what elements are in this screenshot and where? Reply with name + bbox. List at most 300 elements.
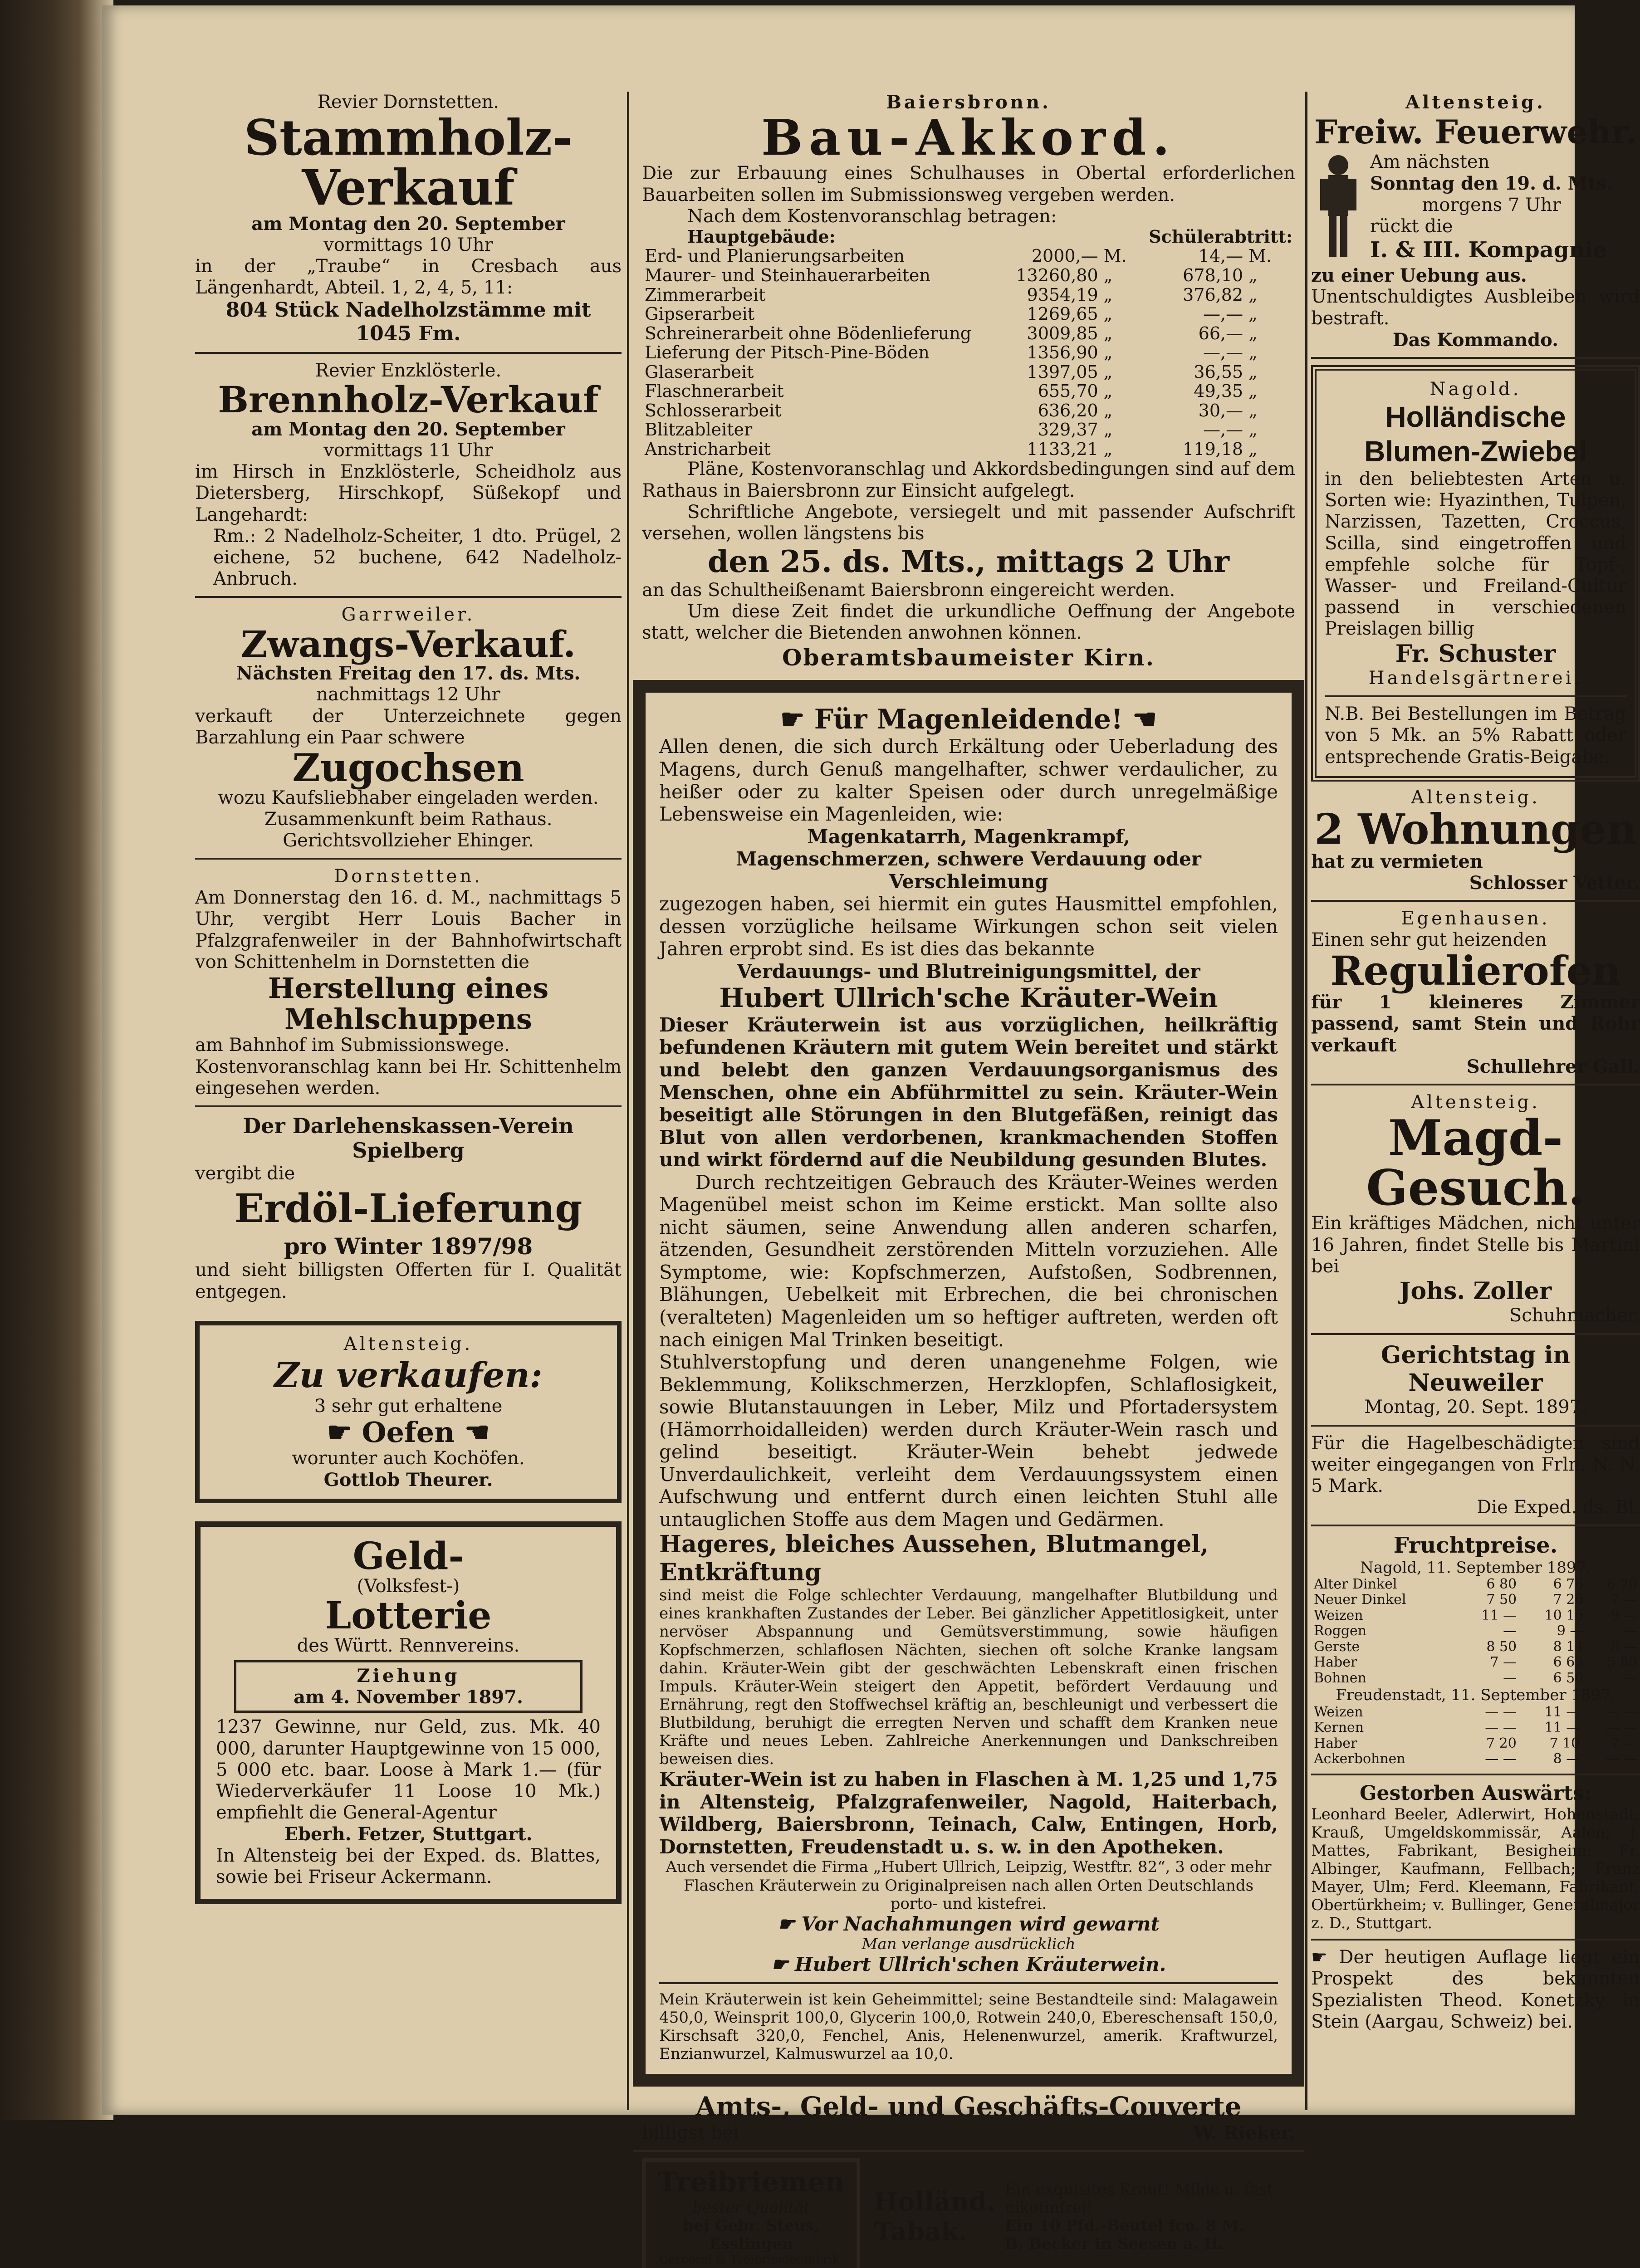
ad-title: Zu verkaufen: <box>274 1354 543 1395</box>
ad-title: Holländische Blumen-Zwiebel <box>1364 401 1587 468</box>
column-middle <box>633 92 1304 2268</box>
price-cell: 8 14 <box>1553 1638 1584 1655</box>
ad-line: sind meist die Folge schlechter Verdauung, mangelhafter Blutbildung und eines krankhaften Zustandes der Leber. Bei gänzlicher Appetitlosigkeit, unter nervöser Abspannung und Gemütsverstimmung, sowie häufigen Kopfschmerzen, schlaflosen Nächten, siechen oft solche Kranke langsam dahin. Kräuter-Wein gibt der geschwächten Lebenskraft einen frischen Impuls. Kräuter-Wein steigert den Appetit, befördert Verdauung und Ernährung, regt den Stoffwechsel kräftig an, beschleunigt und verbessert die Blutbildung, beruhigt die erregten Nerven und schafft dem Kranken neue Kräfte und neues Leben. Zahlreiche Anerkennungen und Dankschreiben beweisen dies. <box>659 1586 1278 1769</box>
price-cell: 10 16 <box>1544 1607 1584 1623</box>
ad-line: Nächsten Freitag den 17. ds. Mts. <box>236 663 581 684</box>
ad-title: 2 Wohnungen <box>1314 804 1637 854</box>
ad-line: Handelsgärtnerei. <box>1368 667 1583 689</box>
unit: „ <box>1248 400 1258 420</box>
divider <box>1311 1333 1640 1335</box>
amount-main: 1269,65 <box>1027 304 1098 324</box>
ad-line: Unentschuldigtes Ausbleiben wird bestraft. <box>1311 286 1640 329</box>
ad-title: Geld- <box>352 1535 464 1579</box>
fruchtpreise <box>1311 1533 1640 1767</box>
ad-tabak <box>874 2158 1295 2268</box>
ad-line: vormittags 11 Uhr <box>323 440 493 461</box>
pointing-hand-icon: ☛ <box>780 703 814 735</box>
ad-line: Ein kräftiges Mädchen, nicht unter 16 Jahren, findet Stelle bis Martini bei <box>1311 1213 1640 1277</box>
ad-line: nachmittags 12 Uhr <box>316 684 500 705</box>
item-name: Glaserarbeit <box>645 362 754 382</box>
amount-main: 329,37 <box>1038 420 1098 440</box>
price-cell: 7 — <box>1490 1654 1517 1671</box>
ad-line: Stuhlverstopfung und deren unangenehme Folgen, wie Beklemmung, Kolikschmerzen, Herzklopfen, Schlaflosigkeit, sowie Blutanstauungen in Leber, Milz und Pfortadersystem (Hämorrhoidalleiden) werden durch Kräuter-Wein rasch und gelind beseitigt. Kräuter-Wein behebt jedwede Unverdaulichkeit, verleiht dem Verdauungssystem einen Aufschwung und entfernt durch einen leichten Stuhl alle untauglichen Stoffe aus dem Magen und Gedärmen. <box>659 1351 1278 1530</box>
ad-line: Ein 10 Pfd.-Beutel fco. 8 M. <box>1004 2216 1244 2235</box>
amount-main: 2000,— <box>1031 246 1098 266</box>
price-cell: 9 — <box>1557 1623 1584 1639</box>
grain-name: Alter Dinkel <box>1314 1576 1397 1592</box>
ad-location: Altensteig. <box>343 1333 473 1354</box>
table-row <box>1311 1639 1640 1655</box>
ad-footnote: Mein Kräuterwein ist kein Geheimmittel; seine Bestandteile sind: Malagawein 450,0, Weinsprit 100,0, Glycerin 100,0, Rotwein 240,0, Ebereschensaft 150,0, Kirschsaft 320,0, Fenchel, Anis, Helenenwurzel, amerik. Kraftwurzel, Enzianwurzel, Kalmuswurzel aa 10,0. <box>659 1990 1278 2063</box>
ad-line: Sonntag den 19. d. Mts. <box>1370 173 1613 195</box>
grain-name: Haber <box>1314 1654 1357 1671</box>
column-rule <box>1305 92 1307 2110</box>
ad-signature: Fr. Schuster <box>1395 640 1556 668</box>
column-rule <box>627 92 629 2110</box>
ad-zwangsverkauf <box>195 604 622 851</box>
newspaper-page <box>102 5 1640 2267</box>
section-subtitle: Nagold, 11. September 1897. <box>1360 1558 1591 1577</box>
ad-line: Pläne, Kostenvoranschlag und Akkordsbedingungen sind auf dem Rathaus in Baiersbronn zur Einsicht aufgelegt. <box>642 459 1295 501</box>
ad-line: Am Donnerstag den 16. d. M., nachmittags 5 Uhr, vergibt Herr Louis Bacher in Pfalzgrafenweiler in der Bahnhofwirtschaft von Schittenhelm in Dornstetten die <box>195 887 622 973</box>
divider <box>1311 1525 1640 1526</box>
price-cell: — — <box>1485 1751 1517 1767</box>
warning-text: Hubert Ullrich'schen Kräuterwein. <box>794 1953 1166 1976</box>
ad-title: Bau-Akkord. <box>761 109 1176 167</box>
ad-title: Amts-, Geld- und Geschäfts-Couverte <box>695 2091 1242 2122</box>
ad-line: Nach dem Kostenvoranschlag betragen: <box>687 205 1057 227</box>
ad-headline: Hageres, bleiches Aussehen, Blutmangel, Entkräftung <box>659 1530 1209 1586</box>
divider <box>1325 695 1626 697</box>
unit: „ <box>1248 304 1258 324</box>
ad-brennholz <box>195 360 622 590</box>
price-cell: — <box>1624 1670 1637 1686</box>
ad-title: Lotterie <box>325 1594 492 1638</box>
ad-location: Nagold. <box>1429 378 1522 400</box>
amount-main: 1356,90 <box>1027 342 1098 363</box>
ad-line: pro Winter 1897/98 <box>284 1233 533 1260</box>
unit: „ <box>1103 420 1113 440</box>
ad-location: Egenhausen. <box>1401 908 1550 929</box>
amount-main: 1133,21 <box>1027 439 1098 459</box>
price-cell: 6 76 <box>1553 1576 1584 1592</box>
ad-stammholz <box>195 92 622 346</box>
ad-line: (Volksfest-) <box>357 1576 460 1597</box>
item-name: Blitzableiter <box>645 420 753 440</box>
ad-line: rückt die <box>1370 215 1453 237</box>
ad-location: Garrweiler. <box>341 604 475 626</box>
table-row <box>1311 1608 1640 1624</box>
ziehung-box <box>234 1660 583 1713</box>
price-cell: 7 — <box>1611 1735 1637 1751</box>
price-table-freudenstadt <box>1311 1705 1640 1767</box>
ad-title: Der Darlehenskassen-Verein <box>243 1113 574 1138</box>
ad-title: Freiw. Feuerwehr. <box>1314 112 1637 152</box>
ad-magd-gesuch <box>1311 1092 1640 1327</box>
column-header: Schülerabtritt: <box>1149 226 1292 247</box>
notice-gerichtstag <box>1311 1341 1640 1418</box>
ad-treibriemen <box>642 2158 860 2268</box>
table-row <box>642 304 1295 324</box>
unit: „ <box>1103 304 1113 324</box>
price-cell: 6 50 <box>1553 1670 1584 1686</box>
ad-title: Treibriemen <box>657 2166 845 2199</box>
table-row <box>1311 1671 1640 1686</box>
price-cell: — <box>1503 1623 1517 1639</box>
ad-line: hat zu vermieten <box>1311 850 1483 872</box>
unit: „ <box>1103 381 1113 401</box>
ad-signature: W. Rieker. <box>1193 2122 1295 2144</box>
ad-line: am Montag den 20. September <box>251 213 565 235</box>
item-name: Zimmerarbeit <box>645 284 766 305</box>
item-name: Schlosserarbeit <box>645 400 782 420</box>
ad-line: Ein exquisites Kraut! Milde u. fast nikotinfrei! <box>1004 2180 1273 2217</box>
ad-line: im Hirsch in Enzklösterle, Scheidholz aus Dietersberg, Hirschkopf, Süßekopf und Langehardt: <box>195 461 622 525</box>
grain-name: Kernen <box>1314 1720 1364 1736</box>
unit: „ <box>1248 420 1258 440</box>
ad-line: Schuhmacher. <box>1509 1305 1640 1326</box>
table-row <box>1311 1623 1640 1639</box>
ad-regulierofen <box>1311 908 1640 1077</box>
table-row <box>1311 1751 1640 1767</box>
ad-line: am Montag den 20. September <box>251 418 565 440</box>
ad-headline: Oefen <box>362 1415 455 1449</box>
amount-secondary: 30,— <box>1198 400 1243 420</box>
table-row <box>1311 1592 1640 1608</box>
ad-lotterie <box>195 1521 622 1904</box>
grain-name: Weizen <box>1314 1704 1363 1720</box>
amount-main: 655,70 <box>1038 381 1098 401</box>
ad-location: Altensteig. <box>1411 787 1540 808</box>
ad-line: billigst bei <box>642 2122 739 2143</box>
ad-line: Allen denen, die sich durch Erkältung oder Ueberladung des Magens, durch Genuß mangelhafter, schwer verdaulicher, zu heißer oder zu kalter Speisen oder durch unregelmäßige Lebensweise ein Magenleiden, wie: <box>659 735 1278 826</box>
unit: „ <box>1248 362 1258 382</box>
ad-mehlschuppen <box>195 866 622 1099</box>
ad-title: Holländ. <box>874 2186 996 2217</box>
price-table-nagold <box>1311 1577 1640 1686</box>
price-cell: 7 50 <box>1486 1592 1517 1608</box>
amount-main: 9354,19 <box>1027 284 1098 305</box>
ad-line: N.B. Bei Bestellungen im Betrag von 5 Mk. an 5% Rabatt oder entsprechende Gratis-Beigabe. <box>1325 704 1626 767</box>
ad-line: Magenschmerzen, schwere Verdauung oder Verschleimung <box>736 848 1201 893</box>
ad-feuerwehr <box>1311 92 1640 351</box>
price-cell: 8 — <box>1553 1751 1580 1767</box>
ad-signature: B. Becker in Seesen a. H. <box>1004 2235 1224 2253</box>
ad-line: Man verlange ausdrücklich <box>862 1935 1076 1954</box>
column-right <box>1311 92 1640 2033</box>
price-cell: 7 — <box>1611 1592 1637 1608</box>
table-row <box>642 420 1295 440</box>
ad-location: Revier Enzklösterle. <box>315 360 502 381</box>
ad-title: Zwangs-Verkauf. <box>240 622 576 665</box>
ad-headline: den 25. ds. Mts., mittags 2 Uhr <box>708 544 1229 580</box>
price-cell: — — <box>1606 1751 1637 1767</box>
notice-line: Leonhard Beeler, Adlerwirt, Hohenstadt; Krauß, Umgeldskommissär, Aalen; J. Mattes, Fabrikant, Besigheim; Fr. Albinger, Kaufmann, Fellbach; Franz Mayer, Ulm; Ferd. Kleemann, Fabrikant, Obertürkheim; v. Bullinger, Generalmajor z. D., Stuttgart. <box>1311 1805 1640 1933</box>
grain-name: Haber <box>1314 1735 1357 1751</box>
grain-name: Gerste <box>1314 1638 1360 1655</box>
ad-line: 3 sehr gut erhaltene <box>314 1395 503 1417</box>
ad-signature: Schlosser Vetter. <box>1469 872 1640 894</box>
table-row <box>1311 1655 1640 1671</box>
price-cell: — — <box>1485 1704 1517 1720</box>
divider <box>195 352 622 354</box>
amount-secondary: 678,10 <box>1183 265 1243 285</box>
ad-title: Brennholz-Verkauf <box>218 378 599 421</box>
amount-secondary: —,— <box>1203 420 1243 440</box>
pointing-hand-icon: ☛ <box>1311 1947 1339 1968</box>
unit: „ <box>1103 265 1113 285</box>
ad-signature: Eberh. Fetzer, Stuttgart. <box>284 1823 533 1845</box>
ad-line: bester Qualität <box>692 2198 810 2217</box>
price-cell: — <box>1624 1623 1637 1639</box>
cost-table <box>642 227 1295 459</box>
section-subtitle: Freudenstadt, 11. September 1897. <box>1336 1686 1616 1705</box>
ad-erdoel <box>195 1114 622 1303</box>
ad-headline: Zugochsen <box>292 745 524 790</box>
unit: „ <box>1248 284 1258 305</box>
table-row <box>1311 1720 1640 1736</box>
ad-line: worunter auch Kochöfen. <box>292 1448 525 1469</box>
amount-main: 13260,80 <box>1016 265 1098 285</box>
pointing-hand-icon: ☛ <box>778 1912 802 1935</box>
ad-title-row <box>659 704 1278 736</box>
price-cell: 7 10 <box>1549 1735 1580 1751</box>
amount-secondary: 14,— <box>1198 246 1243 266</box>
ad-line: am Bahnhof im Submissionswege. <box>195 1035 510 1056</box>
ad-line: und sieht billigsten Offerten für I. Qualität entgegen. <box>195 1260 622 1302</box>
ad-headline: Herstellung eines Mehlschuppens <box>268 972 549 1036</box>
bottom-ads-row <box>633 2158 1304 2268</box>
pointing-hand-icon: ☛ <box>771 1953 795 1976</box>
ad-line: morgens 7 Uhr <box>1422 194 1561 215</box>
price-cell: — — <box>1485 1720 1517 1736</box>
unit: M. <box>1103 246 1127 266</box>
divider <box>195 858 622 860</box>
ad-line: am 4. November 1897. <box>294 1686 523 1708</box>
divider <box>1311 357 1640 359</box>
pointing-hand-icon: ☛ <box>327 1415 362 1449</box>
ad-bau-akkord <box>633 92 1304 671</box>
notice-title: Gerichtstag in Neuweiler <box>1381 1341 1571 1397</box>
price-cell: 5 80 <box>1607 1654 1637 1671</box>
unit: „ <box>1103 323 1113 343</box>
unit: „ <box>1248 342 1258 363</box>
notice-beilage <box>1311 1947 1640 2033</box>
price-cell: — — <box>1606 1720 1637 1736</box>
grain-name: Bohnen <box>1314 1670 1366 1686</box>
ad-line: 804 Stück Nadelholzstämme mit 1045 Fm. <box>225 298 591 346</box>
table-row <box>642 381 1295 401</box>
ad-line: Einen sehr gut heizenden <box>1311 929 1547 951</box>
grain-name: Weizen <box>1314 1607 1363 1623</box>
unit: „ <box>1248 265 1258 285</box>
column-header: Hauptgebäude: <box>687 226 836 247</box>
divider <box>1311 1774 1640 1775</box>
ad-line: Dieser Kräuterwein ist aus vorzüglichen, heilkräftig befundenen Kräutern mit gutem Wein bereitet und stärkt und belebt den ganzen Verdauungsorganismus des Menschen, ohne ein Abführmittel zu sein. Kräuter-Wein beseitigt alle Störungen in den Blutgefäßen, reinigt das Blut von allen verdorbenen, krankmachenden Stoffen und wirkt fördernd auf die Neubildung gesunden Blutes. <box>659 1013 1278 1171</box>
warning-text: Vor Nachahmungen wird gewarnt <box>801 1912 1160 1935</box>
price-cell: 8 — <box>1611 1638 1637 1655</box>
pointing-hand-icon: ☚ <box>455 1415 490 1449</box>
divider <box>1311 900 1640 902</box>
unit: „ <box>1103 342 1113 363</box>
ad-line: verkauft der Unterzeichnete gegen Barzahlung ein Paar schwere <box>195 705 622 748</box>
ad-signature: Gerichtsvollzieher Ehinger. <box>283 830 534 851</box>
table-row <box>642 285 1295 305</box>
item-name: Lieferung der Pitsch-Pine-Böden <box>645 342 930 363</box>
ad-title: Verkauf <box>302 159 515 217</box>
ad-kraeuterwein <box>633 680 1304 2087</box>
ad-line: Kräuter-Wein ist zu haben in Flaschen à M. 1,25 und 1,75 in Altensteig, Pfalzgrafenweiler, Nagold, Haiterbach, Wildberg, Baiersbronn, Teinach, Calw, Entingen, Horb, Dornstetten, Freudenstadt u. s. w. in den Apotheken. <box>659 1768 1278 1858</box>
table-row <box>642 246 1295 266</box>
ad-title: Für Magenleidende! <box>814 703 1123 735</box>
ad-signature: Johs. Zoller <box>1399 1277 1552 1305</box>
ad-line: Verdauungs- und Blutreinigungsmittel, der <box>737 960 1200 982</box>
table-row <box>1311 1577 1640 1593</box>
price-cell: 7 20 <box>1486 1735 1517 1751</box>
price-cell: 9 — <box>1611 1607 1637 1623</box>
amount-main: 3009,85 <box>1027 323 1098 343</box>
price-cell: 7 26 <box>1553 1592 1584 1608</box>
table-row <box>642 343 1295 362</box>
amount-secondary: 119,18 <box>1183 439 1243 459</box>
divider <box>195 1105 622 1107</box>
item-name: Gipserarbeit <box>645 304 755 324</box>
ad-headline: Erdöl-Lieferung <box>234 1185 583 1232</box>
warning-row <box>659 1953 1278 1976</box>
unit: „ <box>1103 284 1113 305</box>
unit: „ <box>1248 323 1258 343</box>
amount-secondary: 376,82 <box>1183 284 1243 305</box>
ad-line: des Württ. Rennvereins. <box>297 1635 520 1656</box>
book-binding-edge <box>0 0 113 2120</box>
divider <box>1311 1084 1640 1085</box>
ad-headline: Hubert Ullrich'sche Kräuter-Wein <box>719 982 1218 1014</box>
grain-name: Ackerbohnen <box>1314 1751 1405 1767</box>
table-row <box>642 401 1295 420</box>
notice-signature: Die Exped. ds. Bl. <box>1477 1497 1640 1518</box>
ad-couverte <box>633 2087 1304 2144</box>
section-title: Gestorben Auswärts: <box>1359 1781 1592 1805</box>
section-title: Fruchtpreise. <box>1393 1533 1558 1559</box>
notice-line: Montag, 20. Sept. 1897. <box>1364 1397 1587 1418</box>
grain-name: Roggen <box>1314 1623 1367 1639</box>
ad-signature: Schullehrer Gall. <box>1466 1056 1640 1077</box>
divider <box>195 596 622 598</box>
grain-name: Neuer Dinkel <box>1314 1592 1406 1608</box>
ad-signature: Oberamtsbaumeister Kirn. <box>782 644 1155 671</box>
ad-line: Ziehung <box>357 1665 460 1687</box>
unit: „ <box>1103 362 1113 382</box>
feuerwehr-body <box>1311 152 1640 265</box>
ad-line: In Altensteig bei der Exped. ds. Blattes, sowie bei Friseur Ackermann. <box>216 1845 601 1887</box>
ad-headline-row <box>208 1417 609 1448</box>
ad-blumenzwiebel <box>1311 365 1640 782</box>
ad-line: Magenkatarrh, Magenkrampf, <box>807 825 1130 848</box>
ad-line: Auch versendet die Firma „Hubert Ullrich, Leipzig, Westftr. 82“, 3 oder mehr Flaschen Kräuterwein zu Originalpreisen nach allen Orten Deutschlands porto- und kistefrei. <box>666 1858 1272 1913</box>
ad-line: in der „Traube“ in Cresbach aus Längenhardt, Abteil. 1, 2, 4, 5, 11: <box>195 255 622 298</box>
price-cell: 11 — <box>1481 1607 1517 1623</box>
ad-signature: Das Kommando. <box>1392 329 1559 351</box>
amount-main: 1397,05 <box>1027 362 1098 382</box>
ad-title: Tabak. <box>874 2216 968 2247</box>
price-cell: — — <box>1606 1704 1637 1720</box>
amount-secondary: 49,35 <box>1194 381 1243 401</box>
ad-line: vormittags 10 Uhr <box>323 234 493 255</box>
ad-line: wozu Kaufsliebhaber eingeladen werden. <box>218 787 599 808</box>
table-row <box>1311 1736 1640 1752</box>
ad-location: Altensteig. <box>1411 1091 1540 1113</box>
ad-line: in den beliebtesten Arten u. Sorten wie: Hyazinthen, Tulpen, Narzissen, Tazetten, Croccus, Scilla, sind eingetroffen und empfehle solche für Topf-, Wasser- und Freiland-Cultur passend in verschiedenen Preislagen billig <box>1325 469 1626 640</box>
ad-line: Am nächsten <box>1370 152 1490 173</box>
divider <box>633 2150 1304 2152</box>
ad-line: Rm.: 2 Nadelholz-Scheiter, 1 dto. Prügel, 2 eichene, 52 buchene, 642 Nadelholz-Anbruch. <box>213 525 622 590</box>
amount-main: 636,20 <box>1038 400 1098 420</box>
ad-oefen <box>195 1321 622 1504</box>
ad-title: Regulierofen <box>1330 947 1621 995</box>
item-name: Schreinerarbeit ohne Bödenlieferung <box>645 323 972 343</box>
notice-hagel <box>1311 1433 1640 1519</box>
notice-line: Für die Hagelbeschädigten sind weiter eingegangen von Frln. N. N. 5 Mark. <box>1311 1432 1640 1496</box>
warning-row <box>659 1913 1278 1936</box>
table-row <box>642 266 1295 285</box>
unit: „ <box>1248 381 1258 401</box>
amount-secondary: —,— <box>1203 342 1243 363</box>
notice-line-row <box>1311 1947 1640 2033</box>
ad-title: Spielberg <box>352 1138 465 1163</box>
pointing-hand-icon: ☚ <box>1123 703 1157 735</box>
fireman-icon <box>1311 152 1366 265</box>
ad-line-row <box>642 2122 1295 2144</box>
notice-gestorben <box>1311 1782 1640 1933</box>
ad-line: zu einer Uebung aus. <box>1311 265 1527 287</box>
ad-location: Baiersbronn. <box>886 92 1051 113</box>
divider <box>659 1982 1278 1984</box>
divider <box>1311 1939 1640 1941</box>
price-cell: — <box>1503 1670 1517 1686</box>
price-cell: 8 50 <box>1486 1638 1517 1655</box>
price-cell: 6 80 <box>1486 1576 1517 1592</box>
ad-line: vergibt die <box>195 1163 295 1184</box>
amount-secondary: 36,55 <box>1194 362 1243 382</box>
ad-line: an das Schultheißenamt Baiersbronn eingereicht werden. <box>642 580 1175 601</box>
price-cell: 6 63 <box>1553 1654 1584 1671</box>
cost-table-header <box>642 227 1295 247</box>
unit: „ <box>1248 439 1258 459</box>
item-name: Flaschnerarbeit <box>645 381 784 401</box>
notice-line: Der heutigen Auflage liegt ein Prospekt des bekannten Spezialisten Theod. Konetzky in Stein (Aargau, Schweiz) bei. <box>1311 1947 1640 2032</box>
unit: „ <box>1103 400 1113 420</box>
item-name: Erd- und Planierungsarbeiten <box>645 246 905 266</box>
ad-signature: Gottlob Theurer. <box>323 1469 493 1491</box>
ad-line: bei Gebr. Steus, Esslingen <box>683 2216 819 2253</box>
table-row <box>1311 1705 1640 1721</box>
table-row <box>642 362 1295 382</box>
column-left <box>195 92 622 1910</box>
ad-line: Kostenvoranschlag kann bei Hr. Schittenhelm eingesehen werden. <box>195 1056 622 1099</box>
ad-line: Gerberei & Treibriemenfabrik. <box>659 2253 843 2267</box>
ad-location: Revier Dornstetten. <box>317 92 499 112</box>
unit: M. <box>1248 246 1272 266</box>
ad-line: Zusammenkunft beim Rathaus. <box>264 808 553 830</box>
amount-secondary: —,— <box>1203 304 1243 324</box>
item-name: Maurer- und Steinhauerarbeiten <box>645 265 930 285</box>
ad-title: Stammholz- <box>244 109 573 167</box>
ad-location: Altensteig. <box>1405 92 1546 113</box>
item-name: Anstricharbeit <box>645 439 771 459</box>
table-row <box>642 440 1295 459</box>
ad-line: Die zur Erbauung eines Schulhauses in Obertal erforderlichen Bauarbeiten sollen im Submissionsweg vergeben werden. <box>642 163 1295 205</box>
ad-headline: I. & III. Kompagnie <box>1370 237 1607 263</box>
